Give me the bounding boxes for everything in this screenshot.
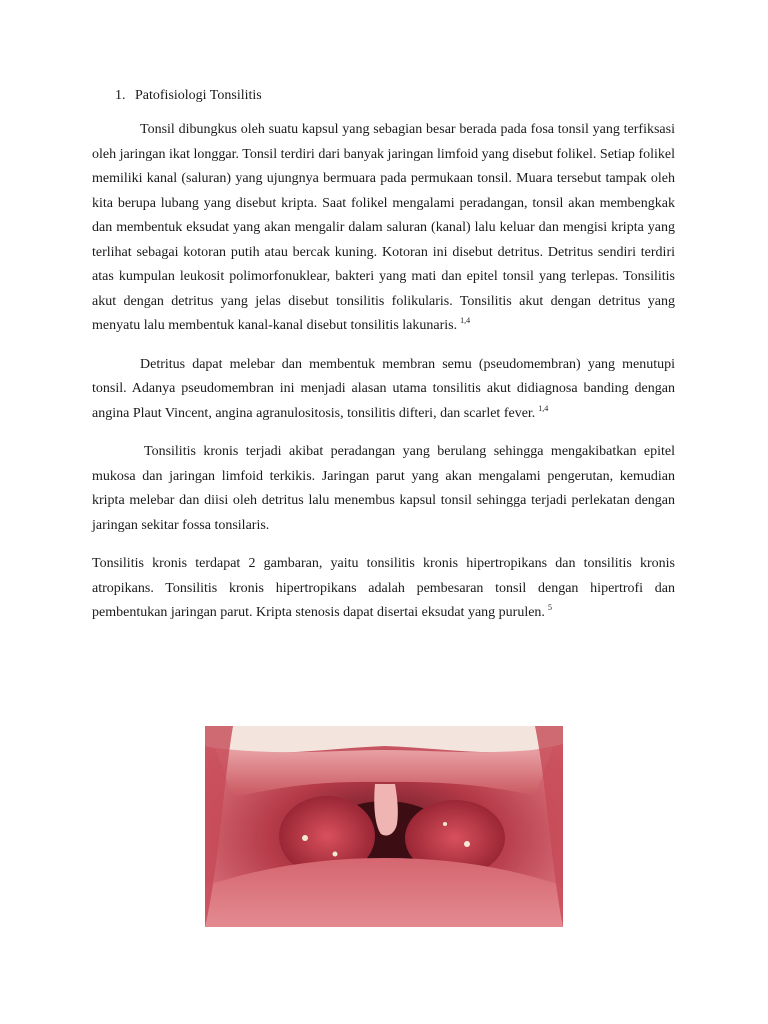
paragraph-pseudomembrane xyxy=(92,353,675,427)
section-number: 1. xyxy=(115,88,126,103)
citation-ref: 1,4 xyxy=(538,403,549,413)
paragraph-chronic-types xyxy=(92,552,675,626)
paragraph-text: Detritus dapat melebar dan membentuk membran semu (pseudomembran) yang menutupi tonsil. Adanya pseudomembran ini menjadi alasan utama tonsilitis akut didiagnosa banding dengan angina Plaut Vincent, angina agranulositosis, tonsilitis difteri, dan scarlet fever. xyxy=(92,356,675,421)
citation-ref: 1,4 xyxy=(460,316,471,325)
document-page xyxy=(92,80,675,640)
section-heading xyxy=(92,86,675,106)
citation-ref: 5 xyxy=(547,603,552,612)
section-title: Patofisiologi Tonsilitis xyxy=(135,88,262,103)
paragraph-text: Tonsilitis kronis terdapat 2 gambaran, yaitu tonsilitis kronis hipertropikans dan tonsilitis kronis atropikans. Tonsilitis kronis hipertropikans adalah pembesaran tonsil dengan hipertrofi dan pembentukan jaringan parut. Kripta stenosis dapat disertai eksudat yang purulen. xyxy=(92,556,675,620)
paragraph-tonsil-anatomy xyxy=(92,118,675,339)
throat-photo-illustration xyxy=(205,726,563,927)
paragraph-chronic-tonsillitis xyxy=(92,440,675,538)
paragraph-text: Tonsilitis kronis terjadi akibat peradangan yang berulang sehingga mengakibatkan epitel mukosa dan jaringan limfoid terkikis. Jaringan parut yang akan mengalami pengerutan, kemudian kripta melebar dan diisi oleh detritus lalu menembus kapsul tonsil sehingga terjadi perlekatan dengan jaringan sekitar fossa tonsilaris. xyxy=(92,444,675,533)
tonsillitis-throat-photo xyxy=(205,726,563,927)
paragraph-text: Tonsil dibungkus oleh suatu kapsul yang sebagian besar berada pada fosa tonsil yang terfiksasi oleh jaringan ikat longgar. Tonsil terdiri dari banyak jaringan limfoid yang disebut folikel. Setiap folikel memiliki kanal (saluran) yang ujungnya bermuara pada permukaan tonsil. Muara tersebut tampak oleh kita berupa lubang yang disebut kripta. Saat folikel mengalami peradangan, tonsil akan membengkak dan membentuk eksudat yang akan mengalir dalam saluran (kanal) lalu keluar dan mengisi kripta yang terlihat sebagai kotoran putih atau bercak kuning. Kotoran ini disebut detritus. Detritus sendiri terdiri atas kumpulan leukosit polimorfonuklear, bakteri yang mati dan epitel tonsil yang terlepas. Tonsilitis akut dengan detritus yang jelas disebut tonsilitis folikularis. Tonsilitis akut dengan detritus yang menyatu lalu membentuk kanal-kanal disebut tonsilitis lakunaris. xyxy=(92,122,675,333)
